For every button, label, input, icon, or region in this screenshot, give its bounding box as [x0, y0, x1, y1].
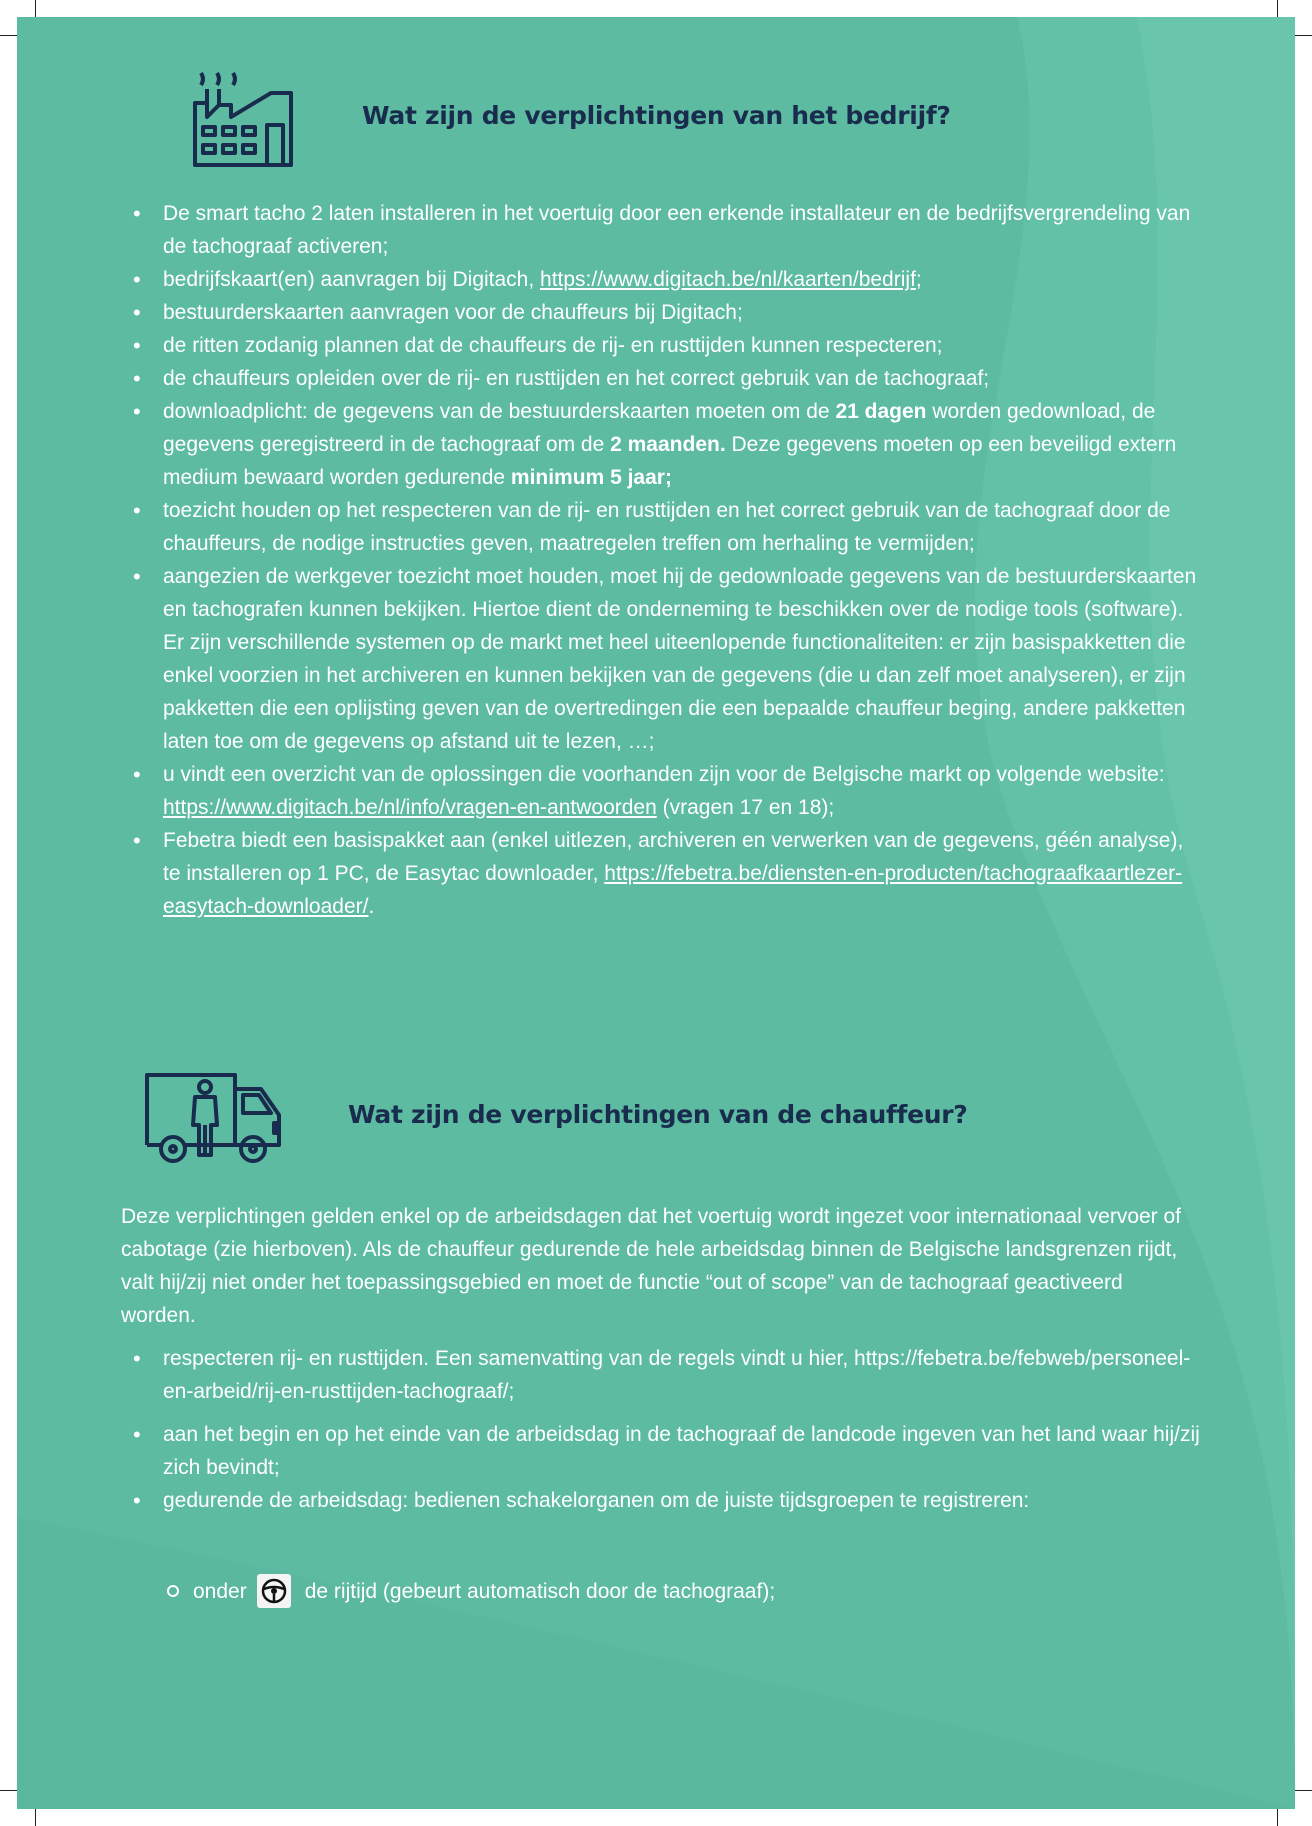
crop-mark	[35, 1809, 36, 1826]
section-title-driver: Wat zijn de verplichtingen van de chauffeur?	[348, 1100, 968, 1129]
list-item: • aangezien de werkgever toezicht moet houden, moet hij de gedownloade gegevens van de bestuurderskaarten en tachografen kunnen bekijken. Hiertoe dient de onderneming te beschikken over de nodige tools (software). Er zijn verschillende systemen op de markt met heel uiteenlopende functionaliteiten: er zijn basispakketten die enkel voorzien in het archiveren en kunnen bekijken van de gegevens (die u dan zelf moet analyseren), er zijn pakketten die een oplijsting geven van de overtredingen die een bepaalde chauffeur beging, andere pakketten laten toe om de gegevens op afstand uit te lezen, …;	[163, 560, 1203, 758]
list-item: • respecteren rij- en rusttijden. Een samenvatting van de regels vindt u hier, https://febetra.be/febweb/personeel-en-arbeid/rij-en-rusttijden-tachograaf/;	[163, 1342, 1203, 1408]
link-digitach-bedrijf[interactable]: https://www.digitach.be/nl/kaarten/bedrijf	[540, 268, 916, 291]
truck-driver-icon	[143, 1067, 283, 1167]
crop-mark	[1295, 1790, 1312, 1791]
list-item: • de chauffeurs opleiden over de rij- en rusttijden en het correct gebruik van de tachograaf;	[163, 362, 1203, 395]
crop-mark	[1295, 35, 1312, 36]
sub-list-item: onder de rijtijd (gebeurt automatisch door de tachograaf);	[167, 1574, 775, 1608]
list-item: • gedurende de arbeidsdag: bedienen schakelorganen om de juiste tijdsgroepen te registreren:	[163, 1484, 1203, 1517]
crop-mark	[1277, 1809, 1278, 1826]
list-item: • toezicht houden op het respecteren van de rij- en rusttijden en het correct gebruik van de tachograaf door de chauffeurs, de nodige instructies geven, maatregelen treffen om herhaling te vermijden;	[163, 494, 1203, 560]
driver-intro-paragraph: Deze verplichtingen gelden enkel op de arbeidsdagen dat het voertuig wordt ingezet voor internationaal vervoer of cabotage (zie hierboven). Als de chauffeur gedurende de hele arbeidsdag binnen de Belgische landsgrenzen rijdt, valt hij/zij niet onder het toepassingsgebied en moet de functie “out of scope” van de tachograaf geactiveerd worden.	[121, 1205, 1182, 1327]
list-item: • bedrijfskaart(en) aanvragen bij Digitach, https://www.digitach.be/nl/kaarten/bedrijf;	[163, 263, 1203, 296]
list-item: • bestuurderskaarten aanvragen voor de chauffeurs bij Digitach;	[163, 296, 1203, 329]
list-item: • de ritten zodanig plannen dat de chauffeurs de rij- en rusttijden kunnen respecteren;	[163, 329, 1203, 362]
document-page	[17, 17, 1295, 1809]
link-digitach-faq[interactable]: https://www.digitach.be/nl/info/vragen-en-antwoorden	[163, 796, 657, 819]
crop-mark	[0, 35, 17, 36]
list-item: • aan het begin en op het einde van de arbeidsdag in de tachograaf de landcode ingeven van het land waar hij/zij zich bevindt;	[163, 1418, 1203, 1484]
list-item: • Febetra biedt een basispakket aan (enkel uitlezen, archiveren en verwerken van de gegevens, géén analyse), te installeren op 1 PC, de Easytac downloader, https://febetra.be/diensten-en-producten/tachograafkaartlezer-easytach-downloader/.	[163, 824, 1203, 923]
crop-mark	[0, 1790, 17, 1791]
section-title-company: Wat zijn de verplichtingen van het bedrijf?	[362, 101, 951, 130]
steering-wheel-icon	[257, 1574, 291, 1608]
link-febetra-easytach[interactable]: https://febetra.be/diensten-en-producten/tachograafkaartlezer-easytach-downloader/	[163, 862, 1183, 918]
company-obligations-list	[163, 197, 1203, 923]
crop-mark	[35, 0, 36, 17]
factory-icon	[187, 65, 297, 175]
list-item: • downloadplicht: de gegevens van de bestuurderskaarten moeten om de 21 dagen worden gedownload, de gegevens geregistreerd in de tachograaf om de 2 maanden. Deze gegevens moeten op een beveiligd extern medium bewaard worden gedurende minimum 5 jaar;	[163, 395, 1203, 494]
list-item: • u vindt een overzicht van de oplossingen die voorhanden zijn voor de Belgische markt op volgende website: https://www.digitach.be/nl/info/vragen-en-antwoorden (vragen 17 en 18);	[163, 758, 1203, 824]
crop-mark	[1277, 0, 1278, 17]
circle-bullet-icon	[167, 1585, 179, 1597]
list-item: • De smart tacho 2 laten installeren in het voertuig door een erkende installateur en de bedrijfsvergrendeling van de tachograaf activeren;	[163, 197, 1203, 263]
driver-obligations-list	[163, 1342, 1203, 1517]
